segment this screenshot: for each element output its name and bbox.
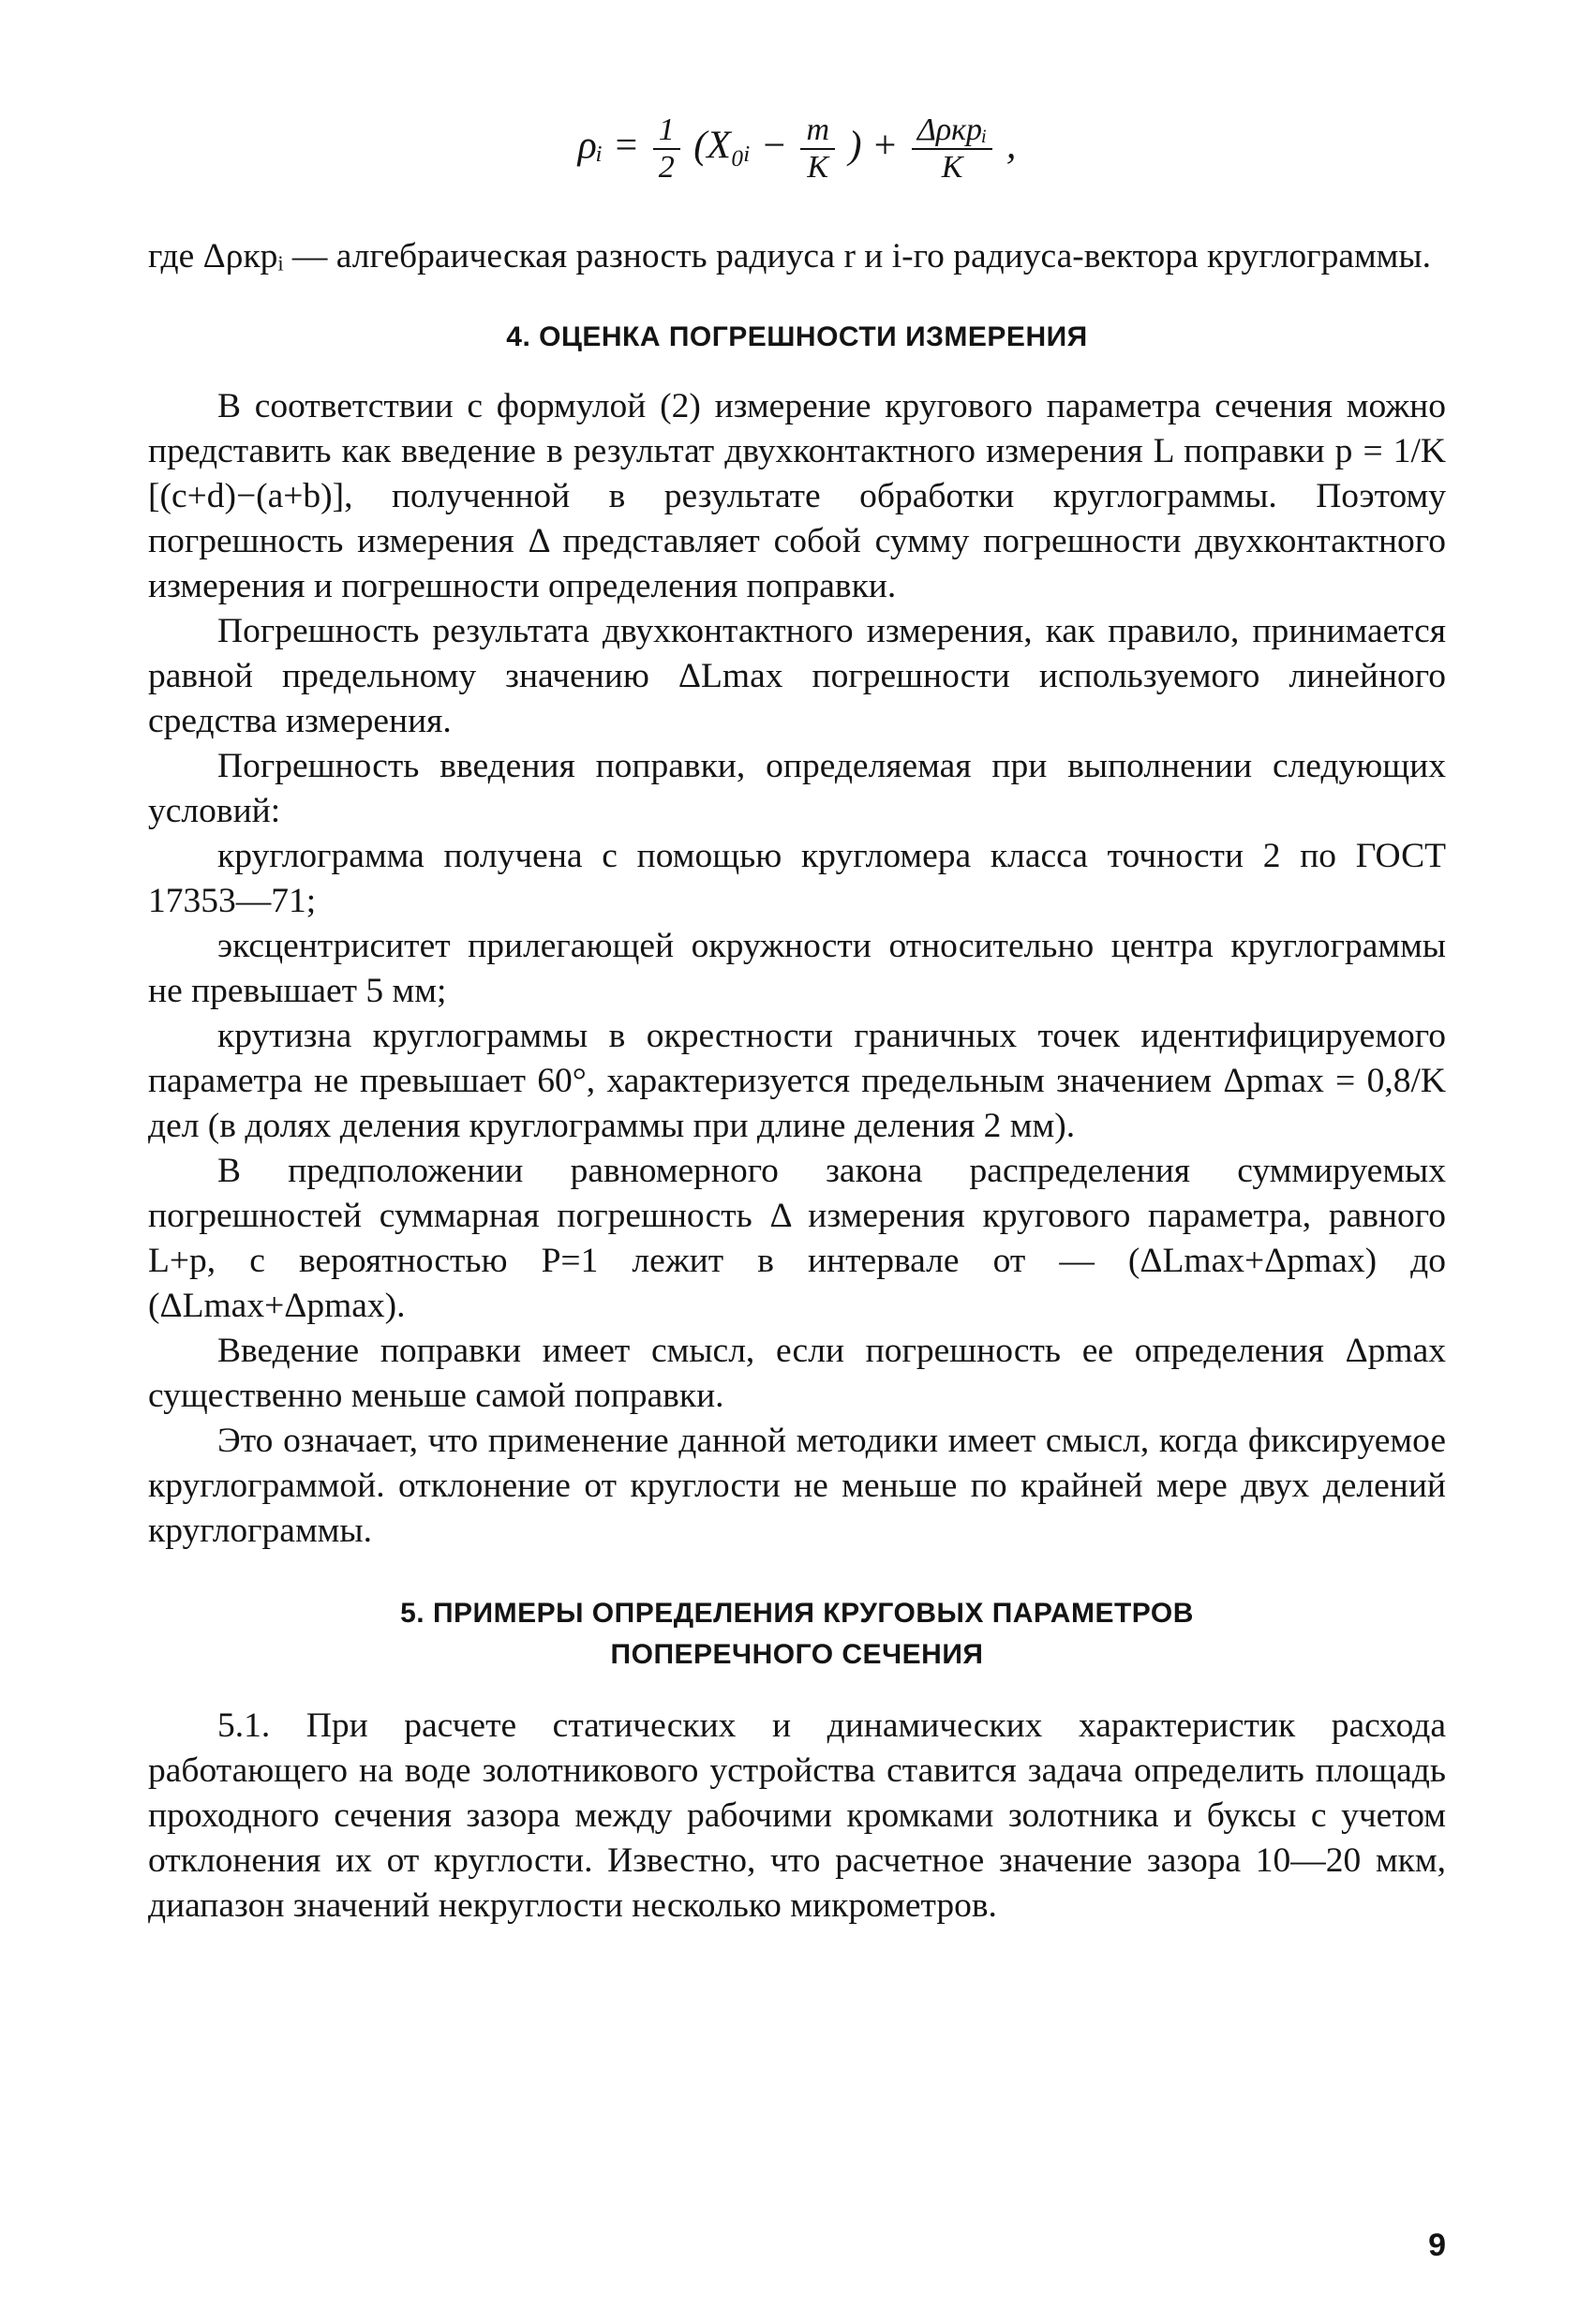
section-4-paragraph-6: крутизна круглограммы в окрестности граничных точек идентифицируемого параметра не превышает 60°, характеризуется предельным значением Δpmax = 0,8/K дел (в долях деления круглограммы при длине деления 2 мм).: [148, 1017, 1446, 1145]
formula-paren-close: ) +: [848, 124, 899, 168]
section-4-paragraph-5: эксцентриситет прилегающей окружности относительно центра круглограммы не превышает 5 мм;: [148, 927, 1446, 1010]
section-4-paragraph-4: круглограмма получена с помощью кругломера класса точности 2 по ГОСТ 17353—71;: [148, 837, 1446, 920]
fraction-denominator: K: [807, 150, 829, 185]
formula-trail: ,: [1006, 124, 1017, 168]
formula-rho: [148, 112, 1446, 234]
fraction-delta-over-k: [912, 112, 993, 186]
section-4-paragraph-2: Погрешность результата двухконтактного измерения, как правило, принимается равной предельному значению ΔLmax погрешности используемого линейного средства измерения.: [148, 612, 1446, 740]
section-5-heading-line-1: 5. ПРИМЕРЫ ОПРЕДЕЛЕНИЯ КРУГОВЫХ ПАРАМЕТРОВ: [400, 1598, 1194, 1629]
document-page: [148, 112, 1446, 2268]
page-number: 9: [1428, 2227, 1446, 2263]
fraction-numerator: 1: [653, 112, 680, 150]
section-4-heading: 4. ОЦЕНКА ПОГРЕШНОСТИ ИЗМЕРЕНИЯ: [506, 321, 1088, 352]
fraction-numerator: Δρкрᵢ: [912, 112, 993, 150]
section-4-paragraph-8: Введение поправки имеет смысл, если погрешность ее определения Δpmax существенно меньше самой поправки.: [148, 1332, 1446, 1415]
section-5-heading: [148, 1593, 1446, 1676]
formula-lhs: ρᵢ =: [577, 124, 640, 168]
fraction-half: [653, 112, 680, 186]
section-4-paragraph-7: В предположении равномерного закона распределения суммируемых погрешностей суммарная погрешность Δ измерения кругового параметра, равного L+p, с вероятностью P=1 лежит в интервале от — (ΔLmax+Δpmax) до (ΔLmax+Δpmax).: [148, 1152, 1446, 1325]
fraction-m-over-k: [800, 112, 835, 186]
section-5-paragraph-1: 5.1. При расчете статических и динамических характеристик расхода работающего на воде золотникового устройства ставится задача определить площадь проходного сечения зазора между рабочими кромками золотника и буксы с учетом отклонения их от круглости. Известно, что расчетное значение зазора 10—20 мкм, диапазон значений некруглости несколько микрометров.: [148, 1706, 1446, 1925]
section-4-paragraph-3: Погрешность введения поправки, определяемая при выполнении следующих условий:: [148, 747, 1446, 830]
fraction-denominator: K: [941, 150, 963, 185]
section-5-heading-line-2: ПОПЕРЕЧНОГО СЕЧЕНИЯ: [610, 1639, 984, 1670]
paragraph-where: где Δρкрᵢ — алгебраическая разность радиуса r и i-го радиуса-вектора круглограммы.: [148, 237, 1431, 276]
section-4-paragraph-1: В соответствии с формулой (2) измерение кругового параметра сечения можно представить как введение в результат двухконтактного измерения L поправки p = 1/K [(c+d)−(a+b)], полученной в результате обработки круглограммы. Поэтому погрешность измерения Δ представляет собой сумму погрешности двухконтактного измерения и погрешности определения поправки.: [148, 387, 1446, 605]
section-4-paragraph-9: Это означает, что применение данной методики имеет смысл, когда фиксируемое круглограммой. отклонение от круглости не меньше по крайней мере двух делений круглограммы.: [148, 1422, 1446, 1550]
fraction-denominator: 2: [658, 150, 675, 185]
fraction-numerator: m: [800, 112, 835, 150]
formula-paren-open: (X₀ᵢ −: [693, 124, 787, 168]
